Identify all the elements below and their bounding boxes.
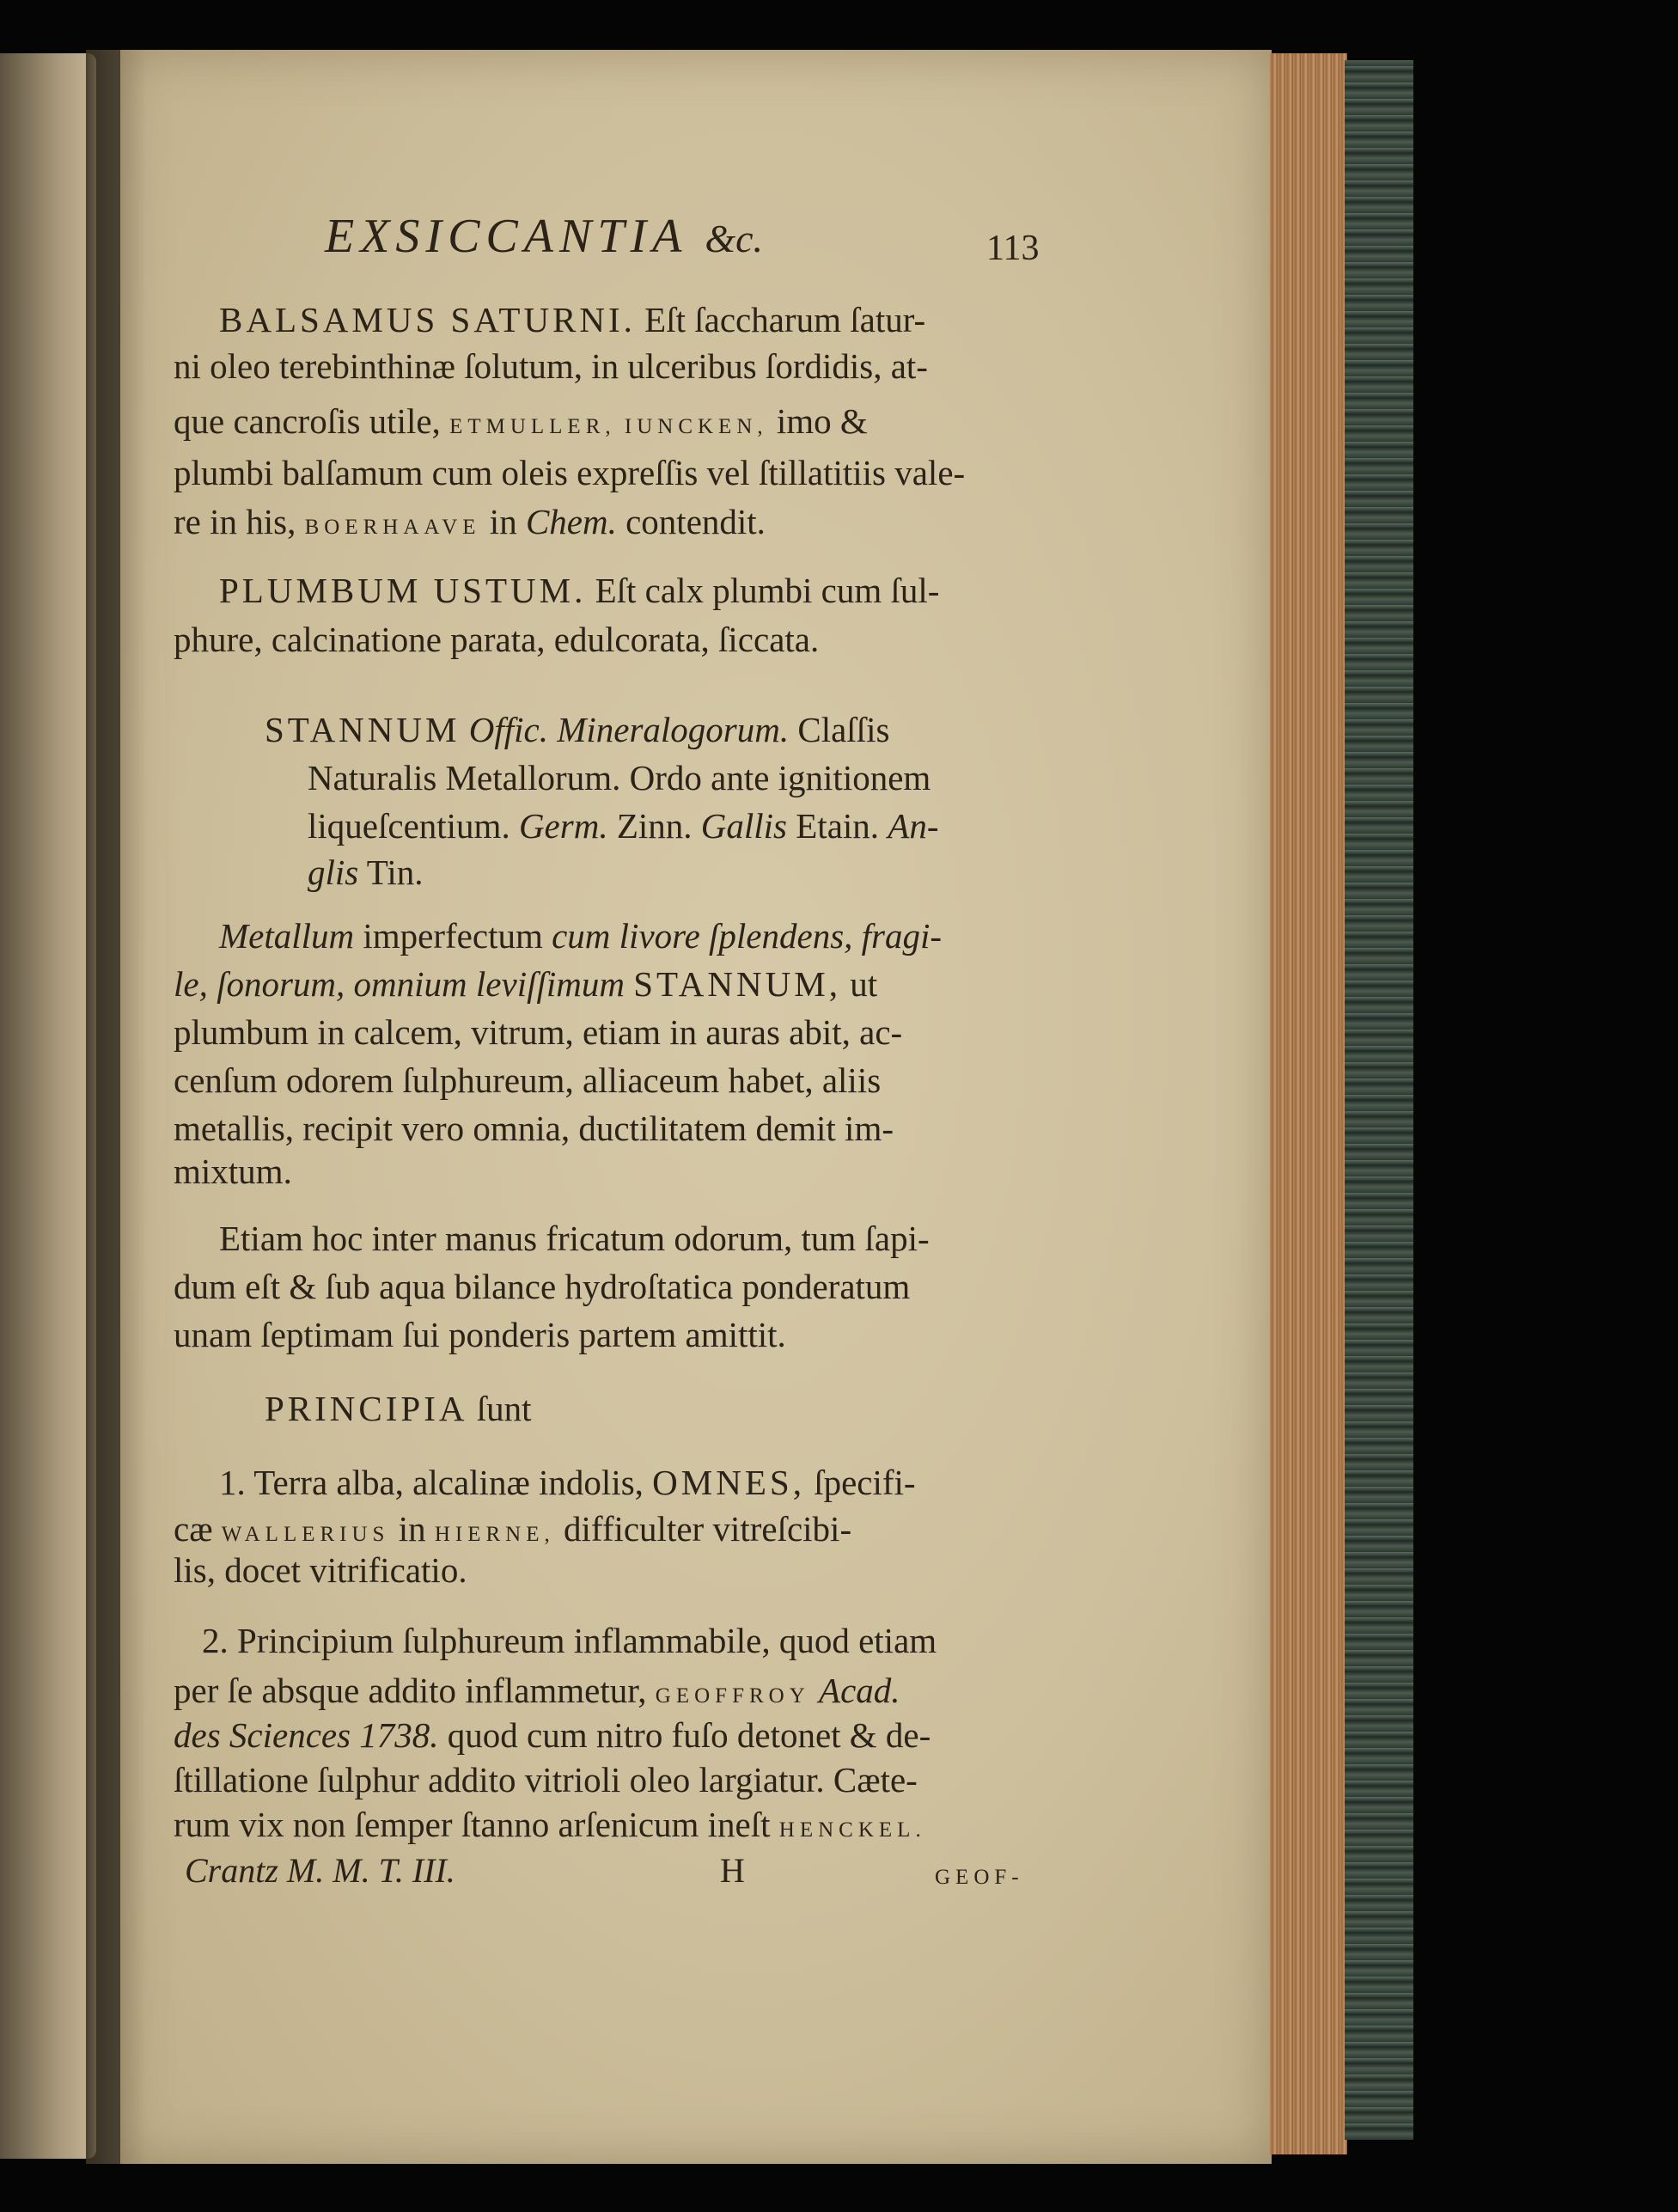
- name-boerhaave: BOERHAAVE: [304, 516, 481, 539]
- paragraph-etiam-line-3: unam ſeptimam ſui ponderis partem amittit.: [174, 1315, 786, 1354]
- paragraph-stannum-line-4: [308, 849, 424, 895]
- paragraph-item-1-line-1: [219, 1459, 916, 1506]
- text-span: ſpecifi-: [814, 1463, 916, 1502]
- gathering-letter: H: [720, 1851, 745, 1890]
- running-title-text: EXSICCANTIA: [325, 210, 687, 263]
- text-span: re in his,: [174, 502, 296, 541]
- name-geoffroy: GEOFFROY: [655, 1684, 810, 1708]
- text-span: imo &: [776, 401, 868, 441]
- paragraph-item-2-line-5: [174, 1801, 926, 1854]
- paragraph-balsamus-line-3: [174, 398, 868, 450]
- paragraph-principia: [265, 1385, 532, 1432]
- heading-plumbum-ustum: PLUMBUM USTUM.: [219, 571, 587, 610]
- text-span: ſunt: [476, 1389, 532, 1428]
- text-span: contendit.: [625, 502, 766, 541]
- text-span: 1. Terra alba, alcalinæ indolis,: [219, 1463, 644, 1502]
- page-number: 113: [986, 229, 1040, 268]
- gutter-shadow: [86, 50, 146, 2164]
- paragraph-metallum-line-2: [174, 961, 877, 1007]
- signature-mark: Crantz M. M. T. III.: [185, 1851, 455, 1890]
- paragraph-metallum-line-6: mixtum.: [174, 1152, 292, 1191]
- paragraph-item-2-line-4: ſtillatione ſulphur addito vitrioli oleo largiatur. Cæte-: [174, 1760, 918, 1800]
- name-juncken: IUNCKEN,: [624, 415, 768, 438]
- name-henckel: HENCKEL.: [778, 1818, 926, 1842]
- text-span: in: [398, 1509, 426, 1549]
- name-etmuller: ETMULLER,: [449, 415, 616, 438]
- paragraph-plumbum-line-1: [219, 567, 939, 614]
- paragraph-stannum-line-3: [308, 803, 939, 849]
- text-span: que cancroſis utile,: [174, 401, 441, 441]
- paragraph-etiam-line-1: Etiam hoc inter manus fricatum odorum, tum ſapi-: [219, 1219, 930, 1258]
- catchword: GEOF-: [935, 1866, 1024, 1889]
- text-span: per ſe absque addito inflammetur,: [174, 1671, 647, 1710]
- heading-principia: PRINCIPIA: [265, 1389, 468, 1428]
- text-span: Eſt ſaccharum ſatur-: [644, 300, 926, 339]
- book-cover-edge: [1345, 60, 1413, 2140]
- text-span: ut: [850, 964, 878, 1004]
- paragraph-plumbum-line-2: phure, calcinatione parata, edulcorata, ſiccata.: [174, 620, 820, 659]
- text-span: rum vix non ſemper ſtanno arſenicum ineſt: [174, 1805, 771, 1844]
- text-span: Acad.: [819, 1671, 900, 1710]
- text-span: Metallum: [219, 916, 355, 956]
- paragraph-item-2-line-1: 2. Principium ſulphureum inflammabile, quod etiam: [202, 1621, 937, 1660]
- page-fore-edge: [1270, 53, 1347, 2154]
- text-span: Eſt calx plumbi cum ſul-: [595, 571, 940, 610]
- facing-page-edge: [0, 53, 96, 2159]
- paragraph-balsamus-line-2: ni oleo terebinthinæ ſolutum, in ulceribus ſordidis, at-: [174, 346, 928, 386]
- text-span: Etain.: [796, 806, 880, 846]
- paragraph-item-1-line-3: lis, docet vitrificatio.: [174, 1550, 467, 1590]
- paragraph-balsamus-line-5: [174, 498, 766, 551]
- paragraph-etiam-line-2: dum eſt & ſub aqua bilance hydroſtatica ponderatum: [174, 1267, 911, 1306]
- text-span: quod cum nitro fuſo detonet & de-: [447, 1715, 931, 1755]
- paragraph-metallum-line-3: plumbum in calcem, vitrum, etiam in auras abit, ac-: [174, 1012, 903, 1052]
- text-span: cum livore ſplendens, fragi-: [552, 916, 943, 956]
- running-title: [325, 210, 764, 263]
- name-wallerius: WALLERIUS: [221, 1523, 390, 1546]
- text-span: le, ſonorum, omnium leviſſimum: [174, 964, 625, 1004]
- paragraph-metallum-line-1: [219, 913, 942, 959]
- name-hierne: HIERNE,: [434, 1523, 555, 1546]
- paragraph-stannum-line-1: [265, 706, 889, 753]
- work-title-chem: Chem.: [525, 502, 617, 541]
- text-span: Germ.: [518, 806, 608, 846]
- text-span: liqueſcentium.: [308, 806, 510, 846]
- paragraph-balsamus-line-4: plumbi balſamum cum oleis expreſſis vel ſtillatitiis vale-: [174, 453, 966, 492]
- text-span: Claſſis: [797, 710, 890, 749]
- paragraph-item-2-line-3: [174, 1712, 931, 1758]
- text-span: cæ: [174, 1509, 213, 1549]
- text-span: imperfectum: [363, 916, 543, 956]
- text-span: Tin.: [366, 852, 424, 892]
- text-span: difficulter vitreſcibi-: [564, 1509, 852, 1549]
- text-span: STANNUM,: [633, 964, 841, 1004]
- running-title-suffix: &c.: [705, 217, 764, 260]
- paragraph-metallum-line-4: cenſum odorem ſulphureum, alliaceum habet, aliis: [174, 1060, 882, 1100]
- text-span: des Sciences 1738.: [174, 1715, 439, 1755]
- text-span: Mineralogorum.: [557, 710, 790, 749]
- text-span: Offic.: [468, 710, 548, 749]
- text-span: OMNES,: [652, 1463, 805, 1502]
- text-span: glis: [308, 852, 359, 892]
- heading-stannum: STANNUM: [265, 710, 461, 749]
- text-span: Gallis: [700, 806, 788, 846]
- paragraph-metallum-line-5: metallis, recipit vero omnia, ductilitatem demit im-: [174, 1109, 894, 1148]
- paragraph-balsamus-line-1: [219, 296, 925, 343]
- text-span: in: [489, 502, 517, 541]
- text-span: Zinn.: [616, 806, 693, 846]
- paragraph-stannum-line-2: Naturalis Metallorum. Ordo ante ignitionem: [308, 758, 931, 797]
- text-span: An-: [888, 806, 939, 846]
- heading-balsamus-saturni: BALSAMUS SATURNI.: [219, 300, 636, 339]
